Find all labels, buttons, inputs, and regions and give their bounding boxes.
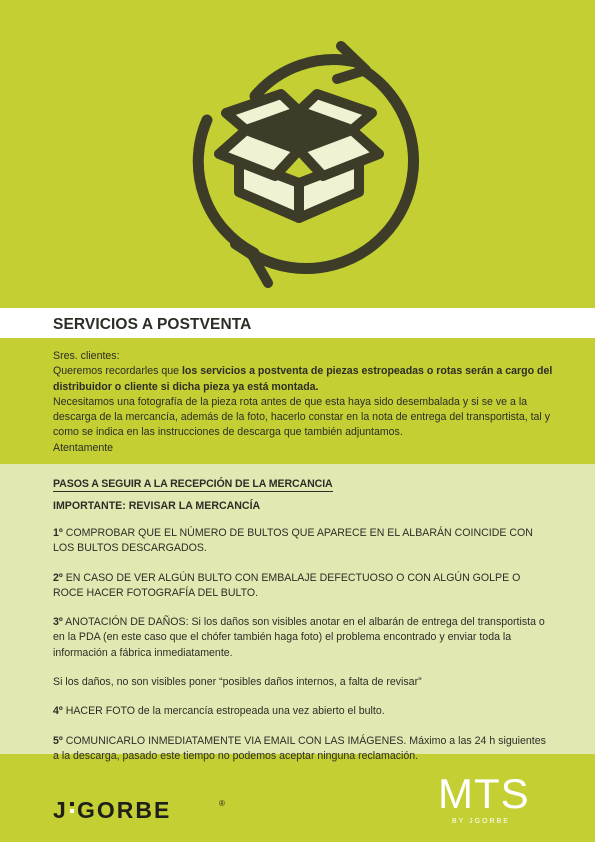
title-bar [0,308,595,338]
greeting: Sres. clientes: [53,350,120,362]
step-text: EN CASO DE VER ALGÚN BULTO CON EMBALAJE DEFECTUOSO O CON ALGÚN GOLPE O ROCE HACER FOTOGRAFÍA DEL BULTO. [53,571,521,599]
svg-text:BY JGORBE: BY JGORBE [452,818,510,825]
step-item [53,734,550,765]
step-number: 3º [53,616,63,629]
jgorbe-logo [53,796,228,822]
intro-p1-bold: los servicios a postventa de piezas estropeadas o rotas serán a cargo del distribuidor o cliente si dicha pieza ya está montada. [53,365,553,393]
intro-paragraph-2: Necesitamos una fotografía de la pieza rota antes de que esta haya sido desembalada y si se ve a la descarga de la mercancía, además de la foto, hacerlo constar en la nota de entrega del transportista, tal y como se indica en las instrucciones de descarga que también adjuntamos. [53,395,551,439]
step-text: COMUNICARLO INMEDIATAMENTE VIA EMAIL CON LAS IMÁGENES. Máximo a las 24 h siguientes a la descarga, pasado este tiempo no podemos aceptar ninguna reclamación. [53,734,546,762]
steps-title: PASOS A SEGUIR A LA RECEPCIÓN DE LA MERCANCIA [53,478,333,490]
step-number: 2º [53,571,63,584]
step-text: HACER FOTO de la mercancía estropeada una vez abierto el bulto. [62,705,385,718]
svg-text:GORBE: GORBE [77,797,172,822]
step-item [53,704,550,719]
step-text: COMPROBAR QUE EL NÚMERO DE BULTOS QUE APARECE EN EL ALBARÁN COINCIDE CON LOS BULTOS DESCARGADOS. [53,527,533,555]
important-note: IMPORTANTE: REVISAR LA MERCANCÍA [53,500,261,512]
intro-closing: Atentamente [53,441,114,454]
step-number: 4º [53,705,63,718]
box-return-cycle-icon [0,0,595,308]
svg-text:J: J [53,797,68,822]
step-item [53,615,550,661]
hero-banner [0,0,595,308]
step-item [53,526,550,557]
step-text: ANOTACIÓN DE DAÑOS: Si los daños son visibles anotar en el albarán de entrega del transportista o en la PDA (en este caso que el chófer también haga foto) el problema encontrado y enviar toda la información a fábrica inmediatamente. [53,616,545,659]
intro-paragraph-1 [53,364,553,395]
svg-text:®: ® [219,799,225,808]
step-item [53,571,550,602]
step-number: 5º [53,734,63,747]
page-title: SERVICIOS A POSTVENTA [53,316,252,333]
intro-section [53,349,553,456]
step-item [53,675,550,690]
step-number: 1º [53,527,63,539]
mts-logo [436,768,548,828]
intro-p1-start: Queremos recordarles que [53,365,182,378]
steps-panel [0,464,595,762]
svg-text:MTS: MTS [438,770,530,817]
step-text: Si los daños, no son visibles poner “posibles daños internos, a falta de revisar” [53,676,422,689]
